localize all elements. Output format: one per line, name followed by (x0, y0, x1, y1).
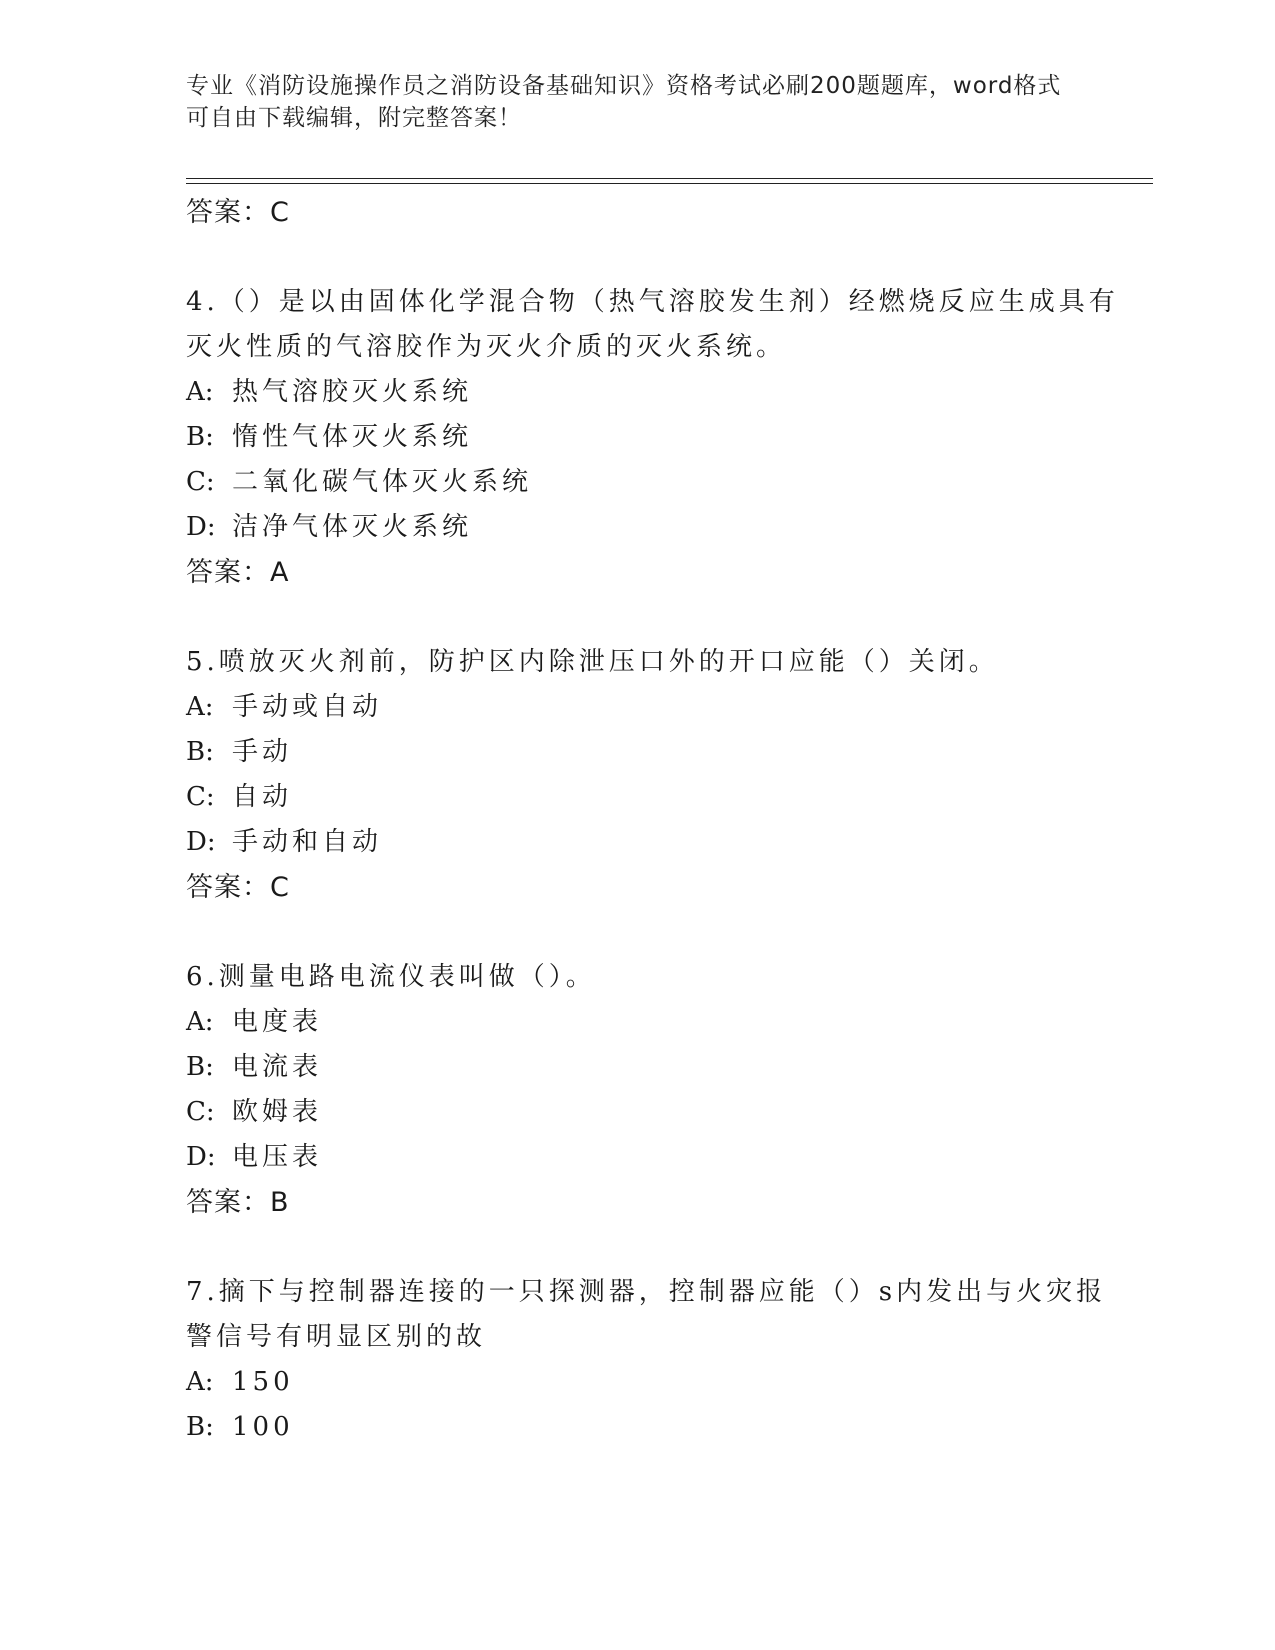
option-key: D: (186, 512, 216, 542)
option-key: D: (186, 1142, 216, 1172)
option-key: A: (186, 1367, 214, 1397)
document-header: 专业《消防设施操作员之消防设备基础知识》资格考试必刷200题题库，word格式可自由下载编辑，附完整答案！ (186, 73, 1062, 131)
question-stem: 4.（）是以由固体化学混合物（热气溶胶发生剂）经燃烧反应生成具有灭火性质的气溶胶作为灭火介质的灭火系统。 (186, 287, 1119, 362)
question-5 (186, 640, 1126, 911)
answer-line: 答案：C (186, 872, 290, 903)
option-key: C: (186, 467, 215, 497)
option-key: D: (186, 827, 216, 857)
question-6 (186, 955, 1126, 1226)
option-c (186, 1090, 1126, 1135)
option-text: 电流表 (232, 1052, 323, 1082)
option-key: B: (186, 1052, 214, 1082)
option-b (186, 730, 1126, 775)
question-list (186, 190, 1126, 1450)
option-d (186, 1135, 1126, 1180)
option-a (186, 1000, 1126, 1045)
option-d (186, 820, 1126, 865)
option-key: A: (186, 377, 214, 407)
option-text: 100 (232, 1412, 294, 1442)
option-c (186, 460, 1126, 505)
option-key: B: (186, 737, 214, 767)
option-key: B: (186, 1412, 214, 1442)
option-key: A: (186, 692, 214, 722)
option-text: 手动或自动 (232, 692, 383, 722)
option-text: 150 (232, 1367, 294, 1397)
question-4 (186, 280, 1126, 596)
option-key: B: (186, 422, 214, 452)
option-key: C: (186, 1097, 215, 1127)
option-text: 二氧化碳气体灭火系统 (232, 467, 533, 497)
option-text: 手动和自动 (232, 827, 383, 857)
option-key: A: (186, 1007, 214, 1037)
option-a (186, 1360, 1126, 1405)
option-b (186, 1405, 1126, 1450)
option-text: 热气溶胶灭火系统 (232, 377, 473, 407)
option-text: 电度表 (232, 1007, 323, 1037)
option-c (186, 775, 1126, 820)
question-stem: 5.喷放灭火剂前，防护区内除泄压口外的开口应能（）关闭。 (186, 647, 999, 677)
answer-line: 答案：B (186, 1187, 290, 1218)
option-b (186, 1045, 1126, 1090)
option-key: C: (186, 782, 215, 812)
header-divider-bottom (186, 183, 1153, 184)
header-divider-top (186, 178, 1153, 179)
option-text: 惰性气体灭火系统 (232, 422, 473, 452)
option-text: 洁净气体灭火系统 (232, 512, 473, 542)
question-stem: 7.摘下与控制器连接的一只探测器，控制器应能（）s内发出与火灾报警信号有明显区别的故 (186, 1277, 1107, 1352)
option-text: 自动 (232, 782, 293, 812)
question-7 (186, 1270, 1126, 1450)
option-d (186, 505, 1126, 550)
option-text: 欧姆表 (232, 1097, 323, 1127)
question-stem: 6.测量电路电流仪表叫做（）。 (186, 962, 596, 992)
answer-line: 答案：A (186, 557, 290, 588)
option-text: 电压表 (232, 1142, 323, 1172)
option-b (186, 415, 1126, 460)
option-text: 手动 (232, 737, 293, 767)
option-a (186, 370, 1126, 415)
answer-line-q3: 答案：C (186, 197, 290, 228)
option-a (186, 685, 1126, 730)
